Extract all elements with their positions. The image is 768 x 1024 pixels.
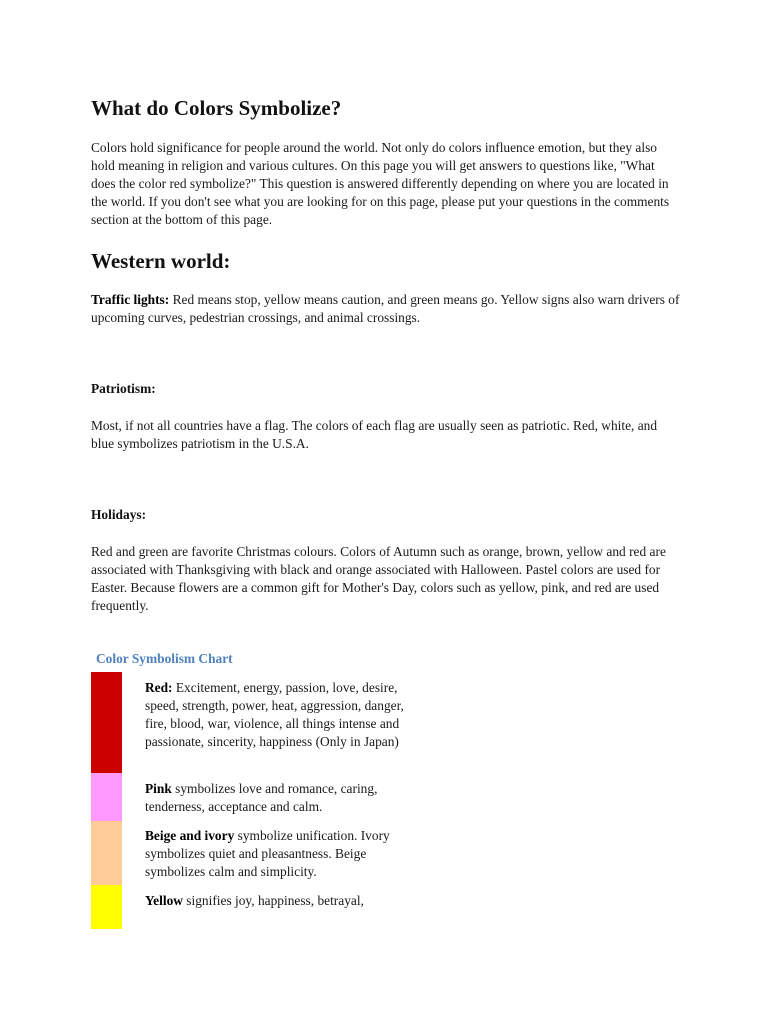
page-title: What do Colors Symbolize? xyxy=(91,96,342,120)
swatch-red xyxy=(91,672,122,773)
holidays-label: Holidays: xyxy=(91,507,147,522)
chart-entry-yellow-text: signifies joy, happiness, betrayal, xyxy=(182,893,364,908)
chart-entry-yellow xyxy=(145,892,415,910)
swatch-beige-ivory xyxy=(91,821,122,885)
chart-title: Color Symbolism Chart xyxy=(96,651,233,666)
chart-entry-pink xyxy=(145,780,415,816)
chart-entry-red xyxy=(145,679,415,751)
chart-entry-pink-text: symbolizes love and romance, caring, tenderness, acceptance and calm. xyxy=(145,781,378,814)
swatch-yellow xyxy=(91,885,122,929)
intro-paragraph: Colors hold significance for people around the world. Not only do colors influence emotion, but they also hold meaning in religion and various cultures. On this page you will get answers to questions like, "What does the color red symbolize?" This question is answered differently depending on where you are located in the world. If you don't see what you are looking for on this page, please put your questions in the comments section at the bottom of this page. xyxy=(91,140,670,227)
chart-entry-pink-name: Pink xyxy=(145,781,172,796)
chart-entry-red-text: Excitement, energy, passion, love, desire, speed, strength, power, heat, aggression, danger, fire, blood, war, violence, all things intense and passionate, sincerity, happiness (Only in Japan) xyxy=(145,680,404,749)
traffic-lights-label: Traffic lights: xyxy=(91,292,170,307)
chart-entry-beige-ivory-name: Beige and ivory xyxy=(145,828,235,843)
section-heading-western-world: Western world: xyxy=(91,249,231,273)
swatch-pink xyxy=(91,773,122,821)
holidays-paragraph: Red and green are favorite Christmas colours. Colors of Autumn such as orange, brown, yellow and red are associated with Thanksgiving with black and orange associated with Halloween. Pastel colors are used for Easter. Because flowers are a common gift for Mother's Day, colors such as yellow, pink, and red are used frequently. xyxy=(91,544,666,613)
patriotism-paragraph: Most, if not all countries have a flag. The colors of each flag are usually seen as patriotic. Red, white, and blue symbolizes patriotism in the U.S.A. xyxy=(91,418,658,451)
traffic-lights-text: Red means stop, yellow means caution, and green means go. Yellow signs also warn drivers of upcoming curves, pedestrian crossings, and animal crossings. xyxy=(91,292,680,325)
chart-entry-red-name: Red: xyxy=(145,680,173,695)
patriotism-label: Patriotism: xyxy=(91,381,156,396)
chart-entry-beige-ivory xyxy=(145,827,415,881)
chart-entry-beige-ivory-text: symbolize unification. Ivory symbolizes quiet and pleasantness. Beige symbolizes calm and simplicity. xyxy=(145,828,390,879)
traffic-lights-paragraph xyxy=(91,291,681,327)
chart-entry-yellow-name: Yellow xyxy=(145,893,183,908)
